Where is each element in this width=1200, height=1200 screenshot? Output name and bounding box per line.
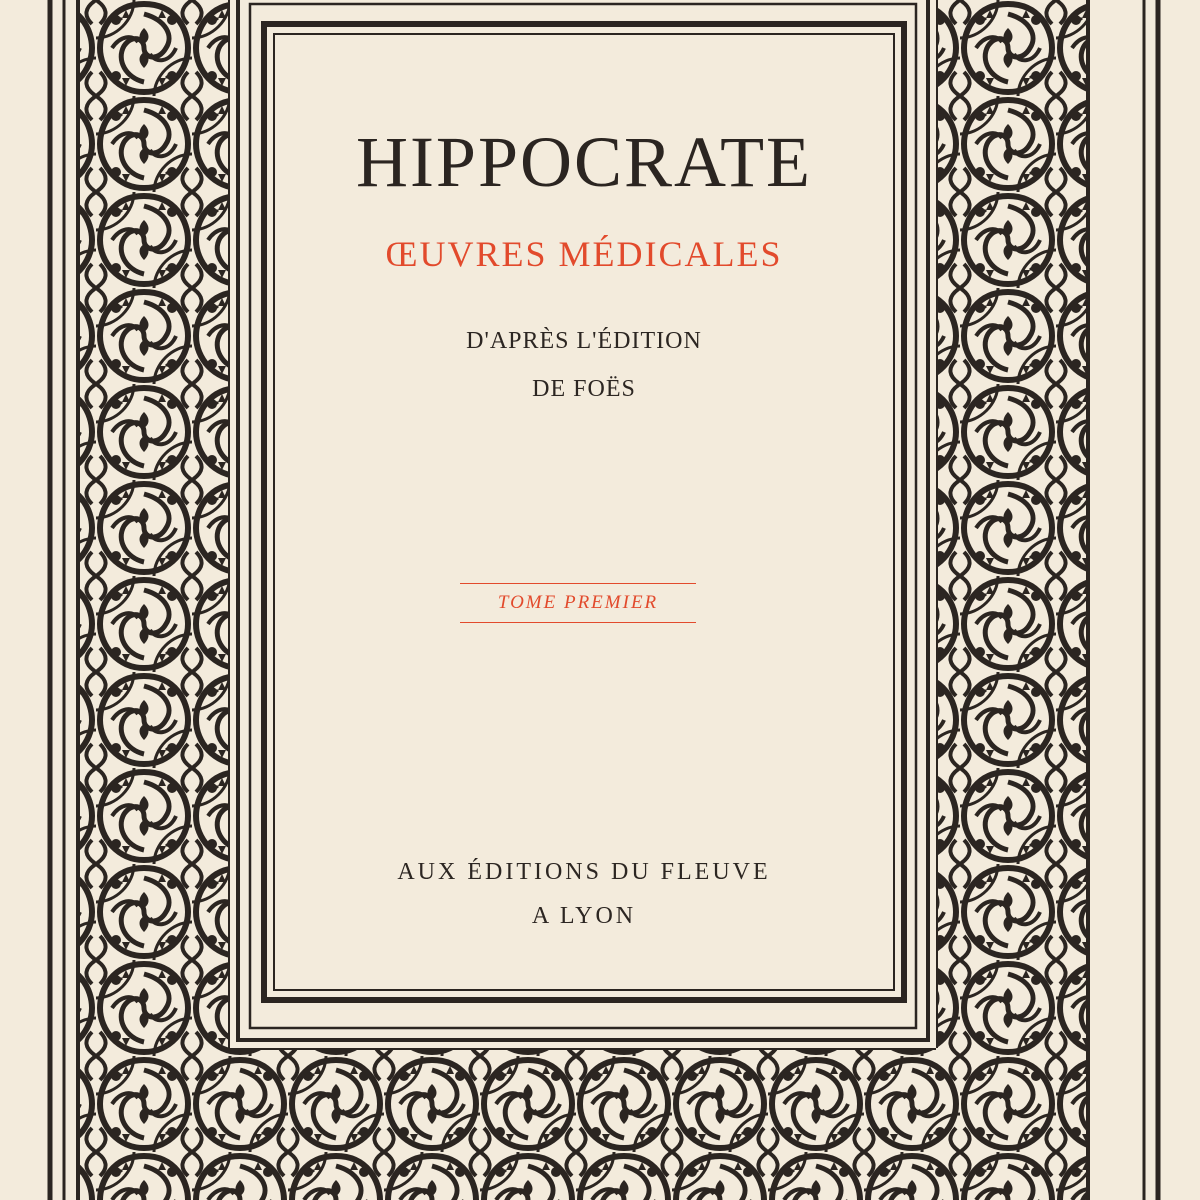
publisher-line-2: A LYON [531, 903, 637, 929]
title-panel [264, 24, 904, 1000]
volume-label: TOME PREMIER [460, 583, 696, 623]
author-title: HIPPOCRATE [355, 122, 813, 202]
publisher-line-1: AUX ÉDITIONS DU FLEUVE [397, 859, 771, 885]
edition-line-1: D'APRÈS L'ÉDITION [466, 328, 702, 354]
edition-line-2: DE FOËS [532, 376, 636, 402]
work-title: ŒUVRES MÉDICALES [385, 234, 783, 274]
